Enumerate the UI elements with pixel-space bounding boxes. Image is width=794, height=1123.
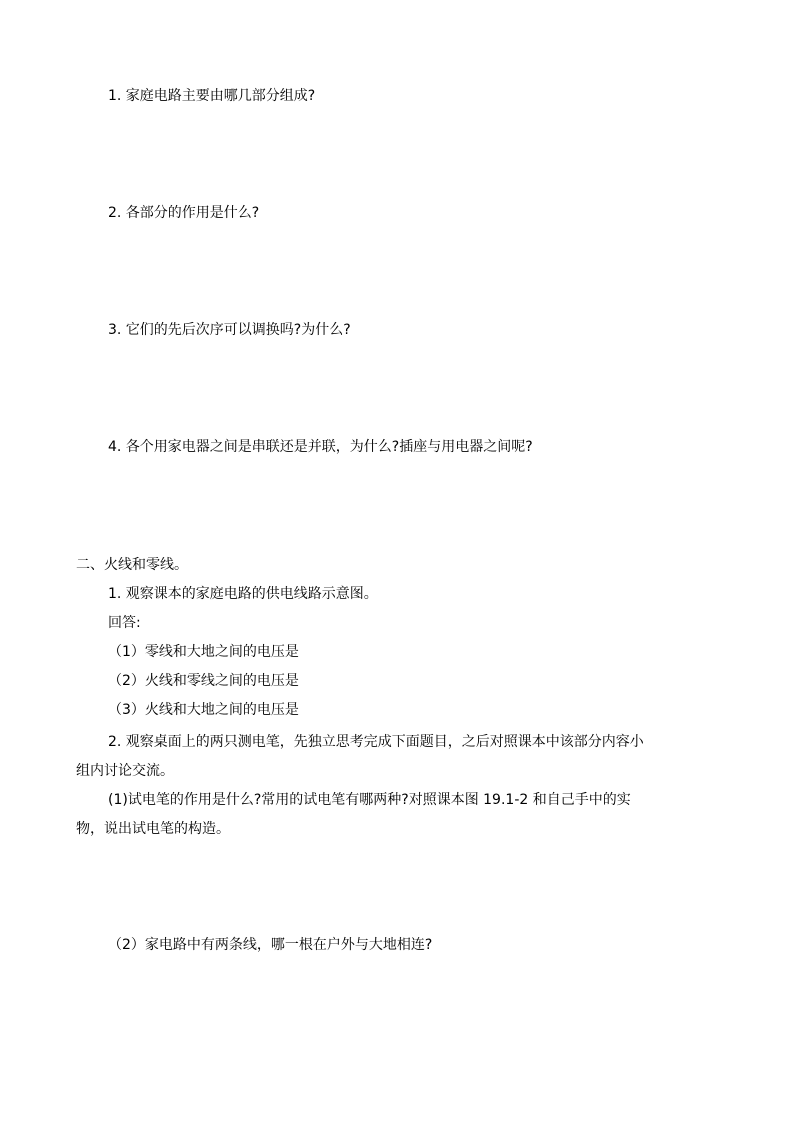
question-1: 1. 家庭电路主要由哪几部分组成?	[108, 88, 316, 104]
sub-question-1-line-1: (1)试电笔的作用是什么?常用的试电笔有哪两种?对照课本图 19.1-2 和自己手中的实	[108, 792, 631, 808]
sub-question-2: （2）家电路中有两条线，哪一根在户外与大地相连?	[108, 937, 433, 953]
answer-item-2: （2）火线和零线之间的电压是	[108, 673, 299, 689]
section-2-item-1: 1. 观察课本的家庭电路的供电线路示意图。	[108, 586, 378, 602]
section-2-heading: 二、火线和零线。	[76, 557, 188, 573]
section-2-item-2-line-2: 组内讨论交流。	[76, 763, 174, 779]
answer-label: 回答:	[108, 615, 141, 631]
question-2: 2. 各部分的作用是什么?	[108, 205, 260, 221]
question-3: 3. 它们的先后次序可以调换吗?为什么?	[108, 322, 351, 338]
sub-question-1-line-2: 物，说出试电笔的构造。	[76, 821, 230, 837]
answer-item-3: （3）火线和大地之间的电压是	[108, 702, 299, 718]
answer-item-1: （1）零线和大地之间的电压是	[108, 644, 299, 660]
question-4: 4. 各个用家电器之间是串联还是并联，为什么?插座与用电器之间呢?	[108, 439, 533, 455]
section-2-item-2-line-1: 2. 观察桌面上的两只测电笔，先独立思考完成下面题目，之后对照课本中该部分内容小	[108, 734, 644, 750]
